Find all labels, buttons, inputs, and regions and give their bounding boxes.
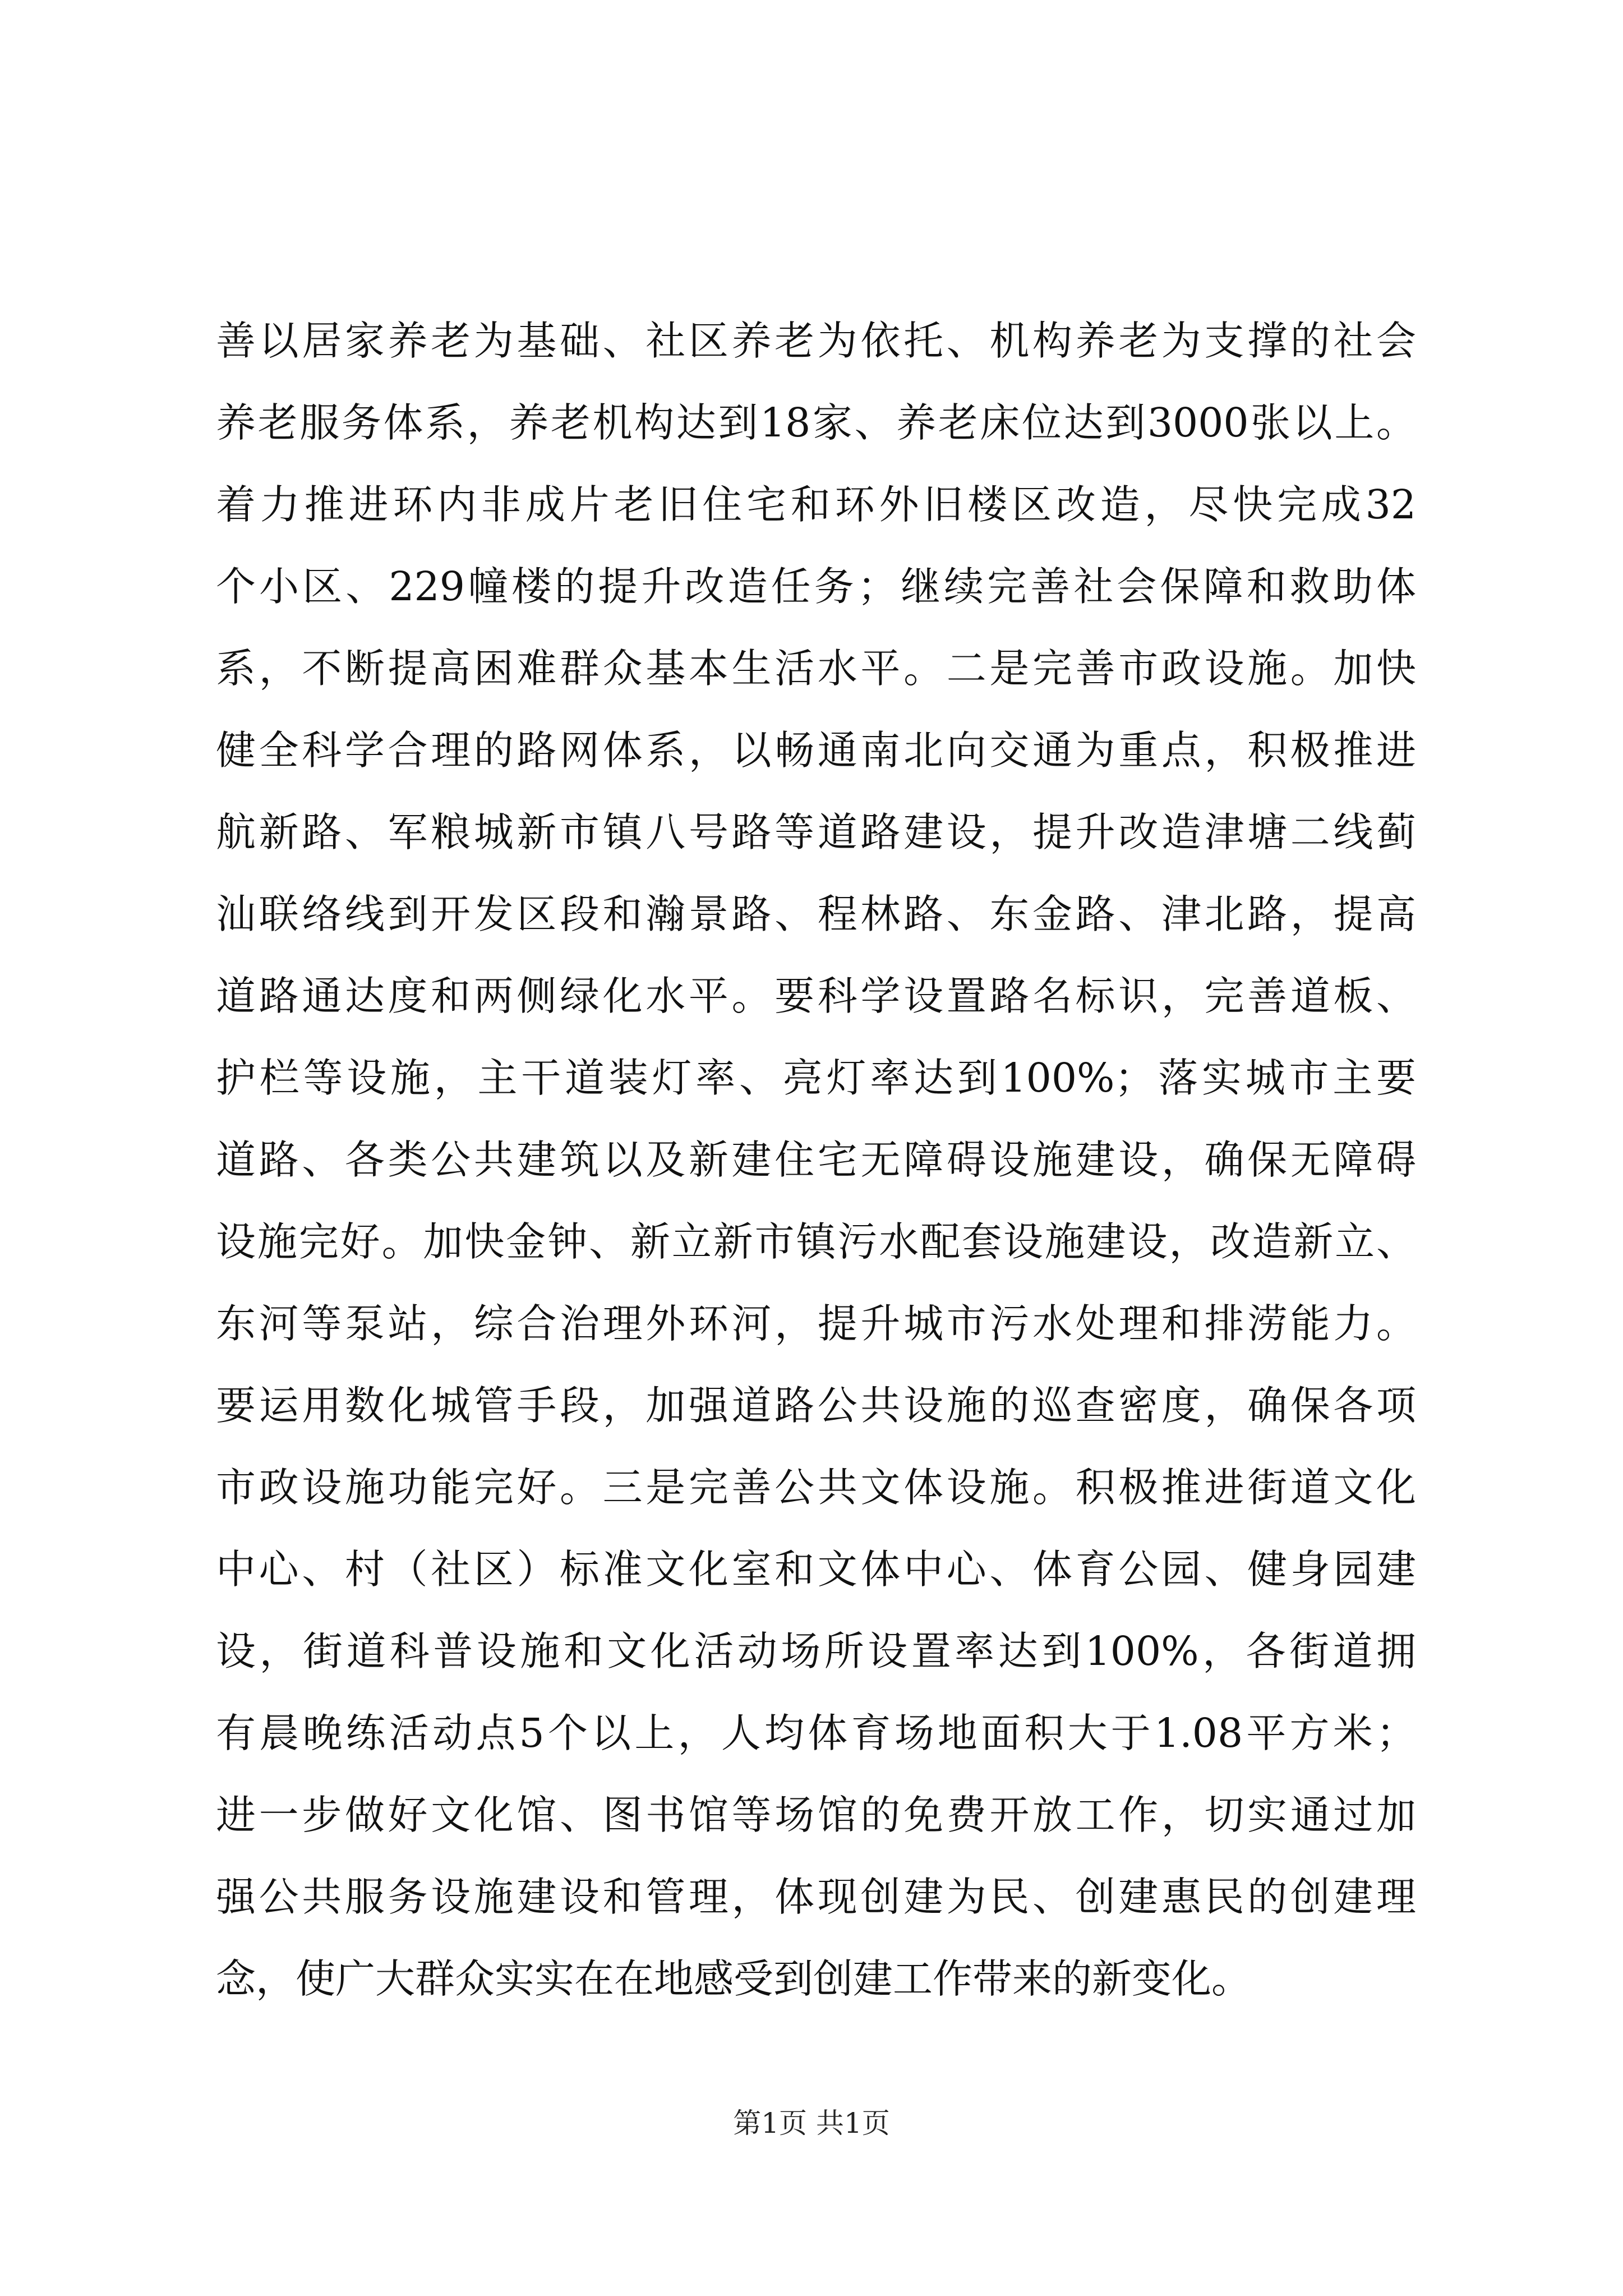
text-line: 市政设施功能完好。三是完善公共文体设施。积极推进街道文化 — [216, 1464, 1416, 1511]
text-line: 个小区、229幢楼的提升改造任务；继续完善社会保障和救助体 — [216, 563, 1416, 610]
text-line: 中心、村（社区）标准文化室和文体中心、体育公园、健身园建 — [216, 1546, 1416, 1593]
text-line: 着力推进环内非成片老旧住宅和环外旧楼区改造，尽快完成32 — [216, 481, 1416, 528]
text-line: 健全科学合理的路网体系，以畅通南北向交通为重点，积极推进 — [216, 727, 1416, 774]
text-line: 养老服务体系，养老机构达到18家、养老床位达到3000张以上。 — [216, 399, 1416, 446]
text-line: 系，不断提高困难群众基本生活水平。二是完善市政设施。加快 — [216, 645, 1416, 692]
text-line: 有晨晚练活动点5个以上，人均体育场地面积大于1.08平方米； — [216, 1710, 1416, 1756]
text-line: 念，使广大群众实实在在地感受到创建工作带来的新变化。 — [216, 1955, 1252, 2002]
text-line: 护栏等设施，主干道装灯率、亮灯率达到100%；落实城市主要 — [216, 1055, 1416, 1101]
text-line: 汕联络线到开发区段和瀚景路、程林路、东金路、津北路，提高 — [216, 891, 1416, 937]
page-number-footer: 第1页 共1页 — [733, 2107, 890, 2139]
body-paragraph — [216, 300, 1416, 2020]
text-line: 设施完好。加快金钟、新立新市镇污水配套设施建设，改造新立、 — [216, 1218, 1416, 1265]
text-line: 进一步做好文化馆、图书馆等场馆的免费开放工作，切实通过加 — [216, 1792, 1416, 1838]
text-line: 要运用数化城管手段，加强道路公共设施的巡查密度，确保各项 — [216, 1382, 1416, 1429]
text-line: 东河等泵站，综合治理外环河，提升城市污水处理和排涝能力。 — [216, 1300, 1416, 1347]
text-line: 道路、各类公共建筑以及新建住宅无障碍设施建设，确保无障碍 — [216, 1137, 1416, 1183]
text-line: 设，街道科普设施和文化活动场所设置率达到100%，各街道拥 — [216, 1628, 1416, 1674]
text-line: 道路通达度和两侧绿化水平。要科学设置路名标识，完善道板、 — [216, 973, 1416, 1019]
text-line: 航新路、军粮城新市镇八号路等道路建设，提升改造津塘二线蓟 — [216, 809, 1416, 855]
text-line: 强公共服务设施建设和管理，体现创建为民、创建惠民的创建理 — [216, 1874, 1416, 1920]
text-line: 善以居家养老为基础、社区养老为依托、机构养老为支撑的社会 — [216, 318, 1416, 364]
